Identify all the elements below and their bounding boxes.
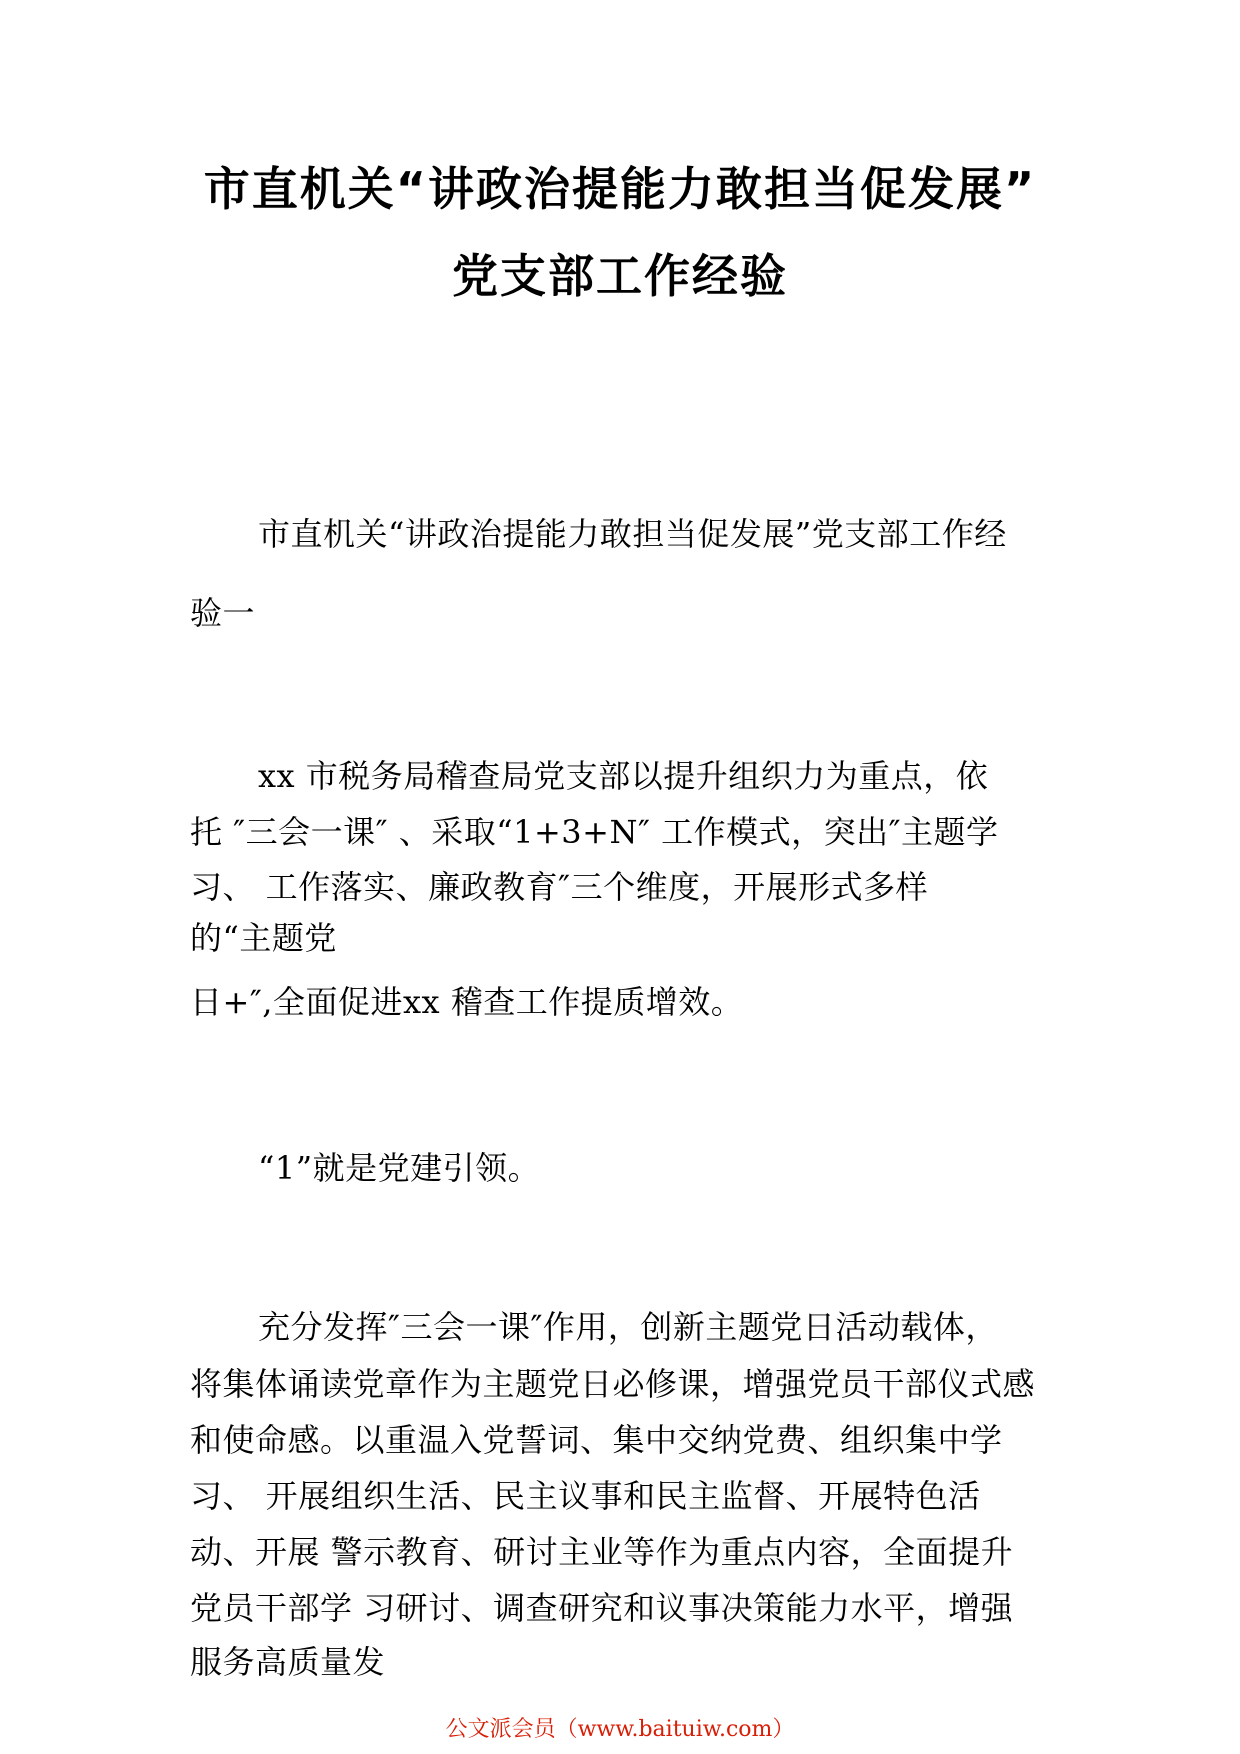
paragraph-1-line-4: 的“主题党 (190, 919, 337, 957)
paragraph-1-line-2: 托 ″三会一课″ 、采取“1+3+N″ 工作模式，突出″主题学 (190, 813, 999, 851)
paragraph-3-line-1: 充分发挥″三会一课″作用，创新主题党日活动载体， (258, 1308, 998, 1346)
subtitle-line-2: 验一 (190, 594, 256, 632)
paragraph-3-line-4: 习、 开展组织生活、民主议事和民主监督、开展特色活 (190, 1477, 981, 1515)
paragraph-1-line-3: 习、 工作落实、廉政教育″三个维度，开展形式多样 (190, 868, 929, 906)
paragraph-3-line-3: 和使命感。以重温入党誓词、集中交纳党费、组织集中学 (190, 1421, 1003, 1459)
paragraph-3-line-5: 动、开展 警示教育、研讨主业等作为重点内容，全面提升 (190, 1533, 1014, 1571)
subtitle-line-1: 市直机关“讲政治提能力敢担当促发展”党支部工作经 (258, 515, 1007, 553)
paragraph-1-line-5: 日+″,全面促进xx 稽查工作提质增效。 (190, 983, 744, 1021)
paragraph-3-line-2: 将集体诵读党章作为主题党日必修课，增强党员干部仪式感 (190, 1365, 1036, 1403)
paragraph-3-line-6: 党员干部学 习研讨、调查研究和议事决策能力水平，增强 (190, 1589, 1014, 1627)
document-title-line-2: 党支部工作经验 (452, 249, 788, 303)
paragraph-3-line-7: 服务高质量发 (190, 1643, 386, 1681)
paragraph-1-line-1: xx 市税务局稽查局党支部以提升组织力为重点，依 (258, 757, 989, 795)
paragraph-2: “1”就是党建引领。 (258, 1149, 541, 1187)
footer-watermark-link[interactable]: 公文派会员（www.baituiw.com） (445, 1717, 795, 1742)
document-title-line-1: 市直机关“讲政治提能力敢担当促发展” (203, 162, 1037, 216)
